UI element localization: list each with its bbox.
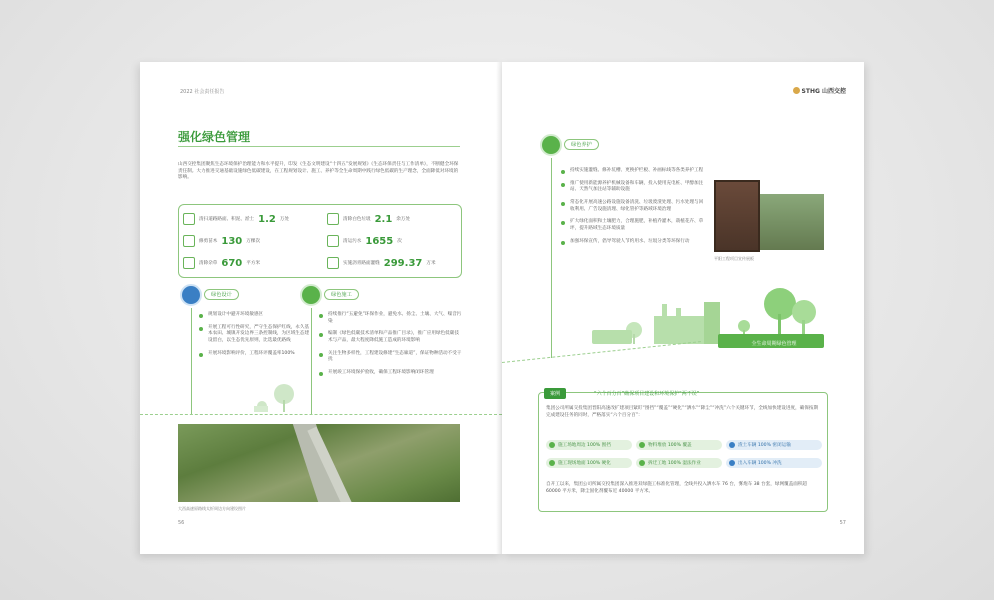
list-item: 推广使用新能源养护机械设备和车辆，投入使用充电桩、甲醇加注站、天然气加注站等辅助设施 xyxy=(564,181,704,194)
maintenance-list xyxy=(564,168,704,251)
list-item: 常态化开展高速公路设施设备清洗、垃圾废渣处理、污水处理与回收利用、广告设施清理、绿化管护等路域环境治理 xyxy=(564,200,704,213)
right-page xyxy=(502,62,864,554)
grass-icon xyxy=(183,257,195,269)
brand-logo-icon xyxy=(793,87,800,94)
timeline-line xyxy=(551,158,552,358)
stat-label: 清扫道路路面、积泥、淤土 xyxy=(199,217,255,222)
road-icon xyxy=(183,213,195,225)
design-list xyxy=(202,312,312,363)
list-item: 编制《绿色低碳技术清单和产品推广目录》，推广应用绿色低碳技术与产品，最大程度降低施工造成的环境影响 xyxy=(322,331,462,344)
page-title: 强化绿色管理 xyxy=(178,130,251,144)
stat-label: 修剪苗木 xyxy=(199,239,218,244)
stat-unit: 余万处 xyxy=(396,217,411,222)
stat-unit: 万米 xyxy=(426,261,436,266)
list-item: 持续实施灌缝、修补坑槽、更换护栏板、补画标线等各类养护工程 xyxy=(564,168,704,175)
stat-value: 299.37 xyxy=(383,257,423,269)
page-number: 57 xyxy=(839,520,846,526)
case-pill: 施工现场地面 100% 硬化 xyxy=(546,458,632,468)
stat-unit: 平方米 xyxy=(246,261,261,266)
intro-paragraph: 山西交控集团聚焦生态环境保护治理能力和水平提升，印发《生态文明建设“十四五”发展规划》《生态环保责任与工作清单》，不断健全环保责任制。大力推进交通基础设施绿色低碳建设，在工程规划设计、施工、养护等全生命周期中践行绿色低碳的生产理念，全面降低对环境的影响。 xyxy=(178,162,459,181)
leaf-icon xyxy=(540,134,562,156)
water-icon xyxy=(327,235,339,247)
stat-item xyxy=(327,213,410,225)
stat-label: 清除杂草 xyxy=(199,261,218,266)
timeline-line xyxy=(191,308,192,414)
left-page xyxy=(140,62,502,554)
case-pill: 施工场地周边 100% 围挡 xyxy=(546,440,632,450)
case-pill: 拆迁工地 100% 湿法作业 xyxy=(636,458,722,468)
tree-illustration xyxy=(248,380,298,414)
stat-value: 1655 xyxy=(365,235,394,247)
stat-item xyxy=(327,235,402,247)
list-item: 关注生物多样性，工程建设修建“生态廊道”，保证物种活动不受干扰 xyxy=(322,351,462,364)
case-title: “六个百分百”确保项目建设和环境保护“两不误” xyxy=(594,391,700,397)
stat-value: 670 xyxy=(221,257,243,269)
case-intro: 集团公司所属交投集团晋阳高速改扩建项目紧盯“围挡”“覆盖”“硬化”“洒水”“降尘”“冲洗”六个关键环节，全线加快建设进度，确保按期完成建设任务的同时，严格落实“六个百分百”： xyxy=(546,406,819,418)
stat-item xyxy=(183,257,260,269)
list-item: 加强环保宣传，倡导驾驶人节约用水、垃圾分类等环保行动 xyxy=(564,239,704,246)
lifecycle-banner: 全生命周期绿色管理 xyxy=(751,340,797,347)
stats-panel xyxy=(178,204,462,278)
stat-value: 2.1 xyxy=(374,213,393,225)
section-label-design: 绿色设计 xyxy=(204,289,239,300)
title-divider xyxy=(178,146,460,147)
list-item: 开展工程可行性研究，严守生态保护红线，永久基本农田、城镇开发边界三条控制线，为区域生态建设留白，以生态优先原则，比选最优路线 xyxy=(202,325,312,345)
stat-item xyxy=(183,213,289,225)
landscape-photo xyxy=(760,194,824,250)
stat-unit: 万处 xyxy=(279,217,290,222)
case-tag: 案例 xyxy=(544,388,566,399)
list-item: 开展环境影响评价，工程环评覆盖率100% xyxy=(202,351,312,358)
running-head: 2022 社会责任报告 xyxy=(180,89,225,95)
photo-caption: 大西高速原路线太忻周边方向建设图片 xyxy=(178,506,246,511)
brand-name: STHG 山西交控 xyxy=(801,88,846,95)
case-pill: 渣土车辆 100% 密闭运输 xyxy=(726,440,822,450)
case-pill: 物料堆放 100% 覆盖 xyxy=(636,440,722,450)
list-item: 扩大绿化面积和土壤肥力，合理施肥，补植乔灌木，栽植花卉、草坪，提升路域生态环境质量 xyxy=(564,219,704,232)
stat-unit: 万棵次 xyxy=(246,239,261,244)
stat-label: 清除白色垃圾 xyxy=(343,217,371,222)
stat-item xyxy=(183,235,260,247)
timeline-line xyxy=(311,308,312,414)
brand-header xyxy=(793,86,846,95)
display-board-photo xyxy=(714,180,760,252)
case-pill: 出入车辆 100% 冲洗 xyxy=(726,458,822,468)
list-item: 持续推行“五避免”环保作业，避免水、扬尘、土壤、大气、噪音污染 xyxy=(322,312,462,325)
stat-label: 实施沥青路面灌缝 xyxy=(343,261,380,266)
stat-unit: 次 xyxy=(397,239,402,244)
pavement-icon xyxy=(327,257,339,269)
construction-list xyxy=(322,312,462,383)
stat-item xyxy=(327,257,436,269)
case-result: 自开工以来，集团公司所属交投集团深入推进双绿施工标准化管理，全线共投入洒水车 76 台，雾炮车 38 台套，绿网覆盖面积超 60000 平方米，降尘固化剂覆布近 40000 平方米。 xyxy=(546,482,808,494)
leaf-icon xyxy=(300,284,322,306)
list-item: 规划设计中避开环境敏感区 xyxy=(202,312,312,319)
gear-icon xyxy=(180,284,202,306)
stat-value: 1.2 xyxy=(258,213,276,225)
highway-photo xyxy=(178,424,460,502)
section-label-construction: 绿色施工 xyxy=(324,289,359,300)
photo-caption: 平阳工程项目宣传展板 xyxy=(714,256,754,261)
tree-icon xyxy=(183,235,195,247)
section-label-maintenance: 绿色养护 xyxy=(564,139,599,150)
stat-value: 130 xyxy=(221,235,243,247)
stat-label: 清运污水 xyxy=(343,239,362,244)
list-item: 开展竣工环境保护验收，确保工程环境影响闭环管理 xyxy=(322,370,462,377)
timeline-dashed xyxy=(140,414,502,415)
page-number: 56 xyxy=(178,520,185,526)
trash-icon xyxy=(327,213,339,225)
